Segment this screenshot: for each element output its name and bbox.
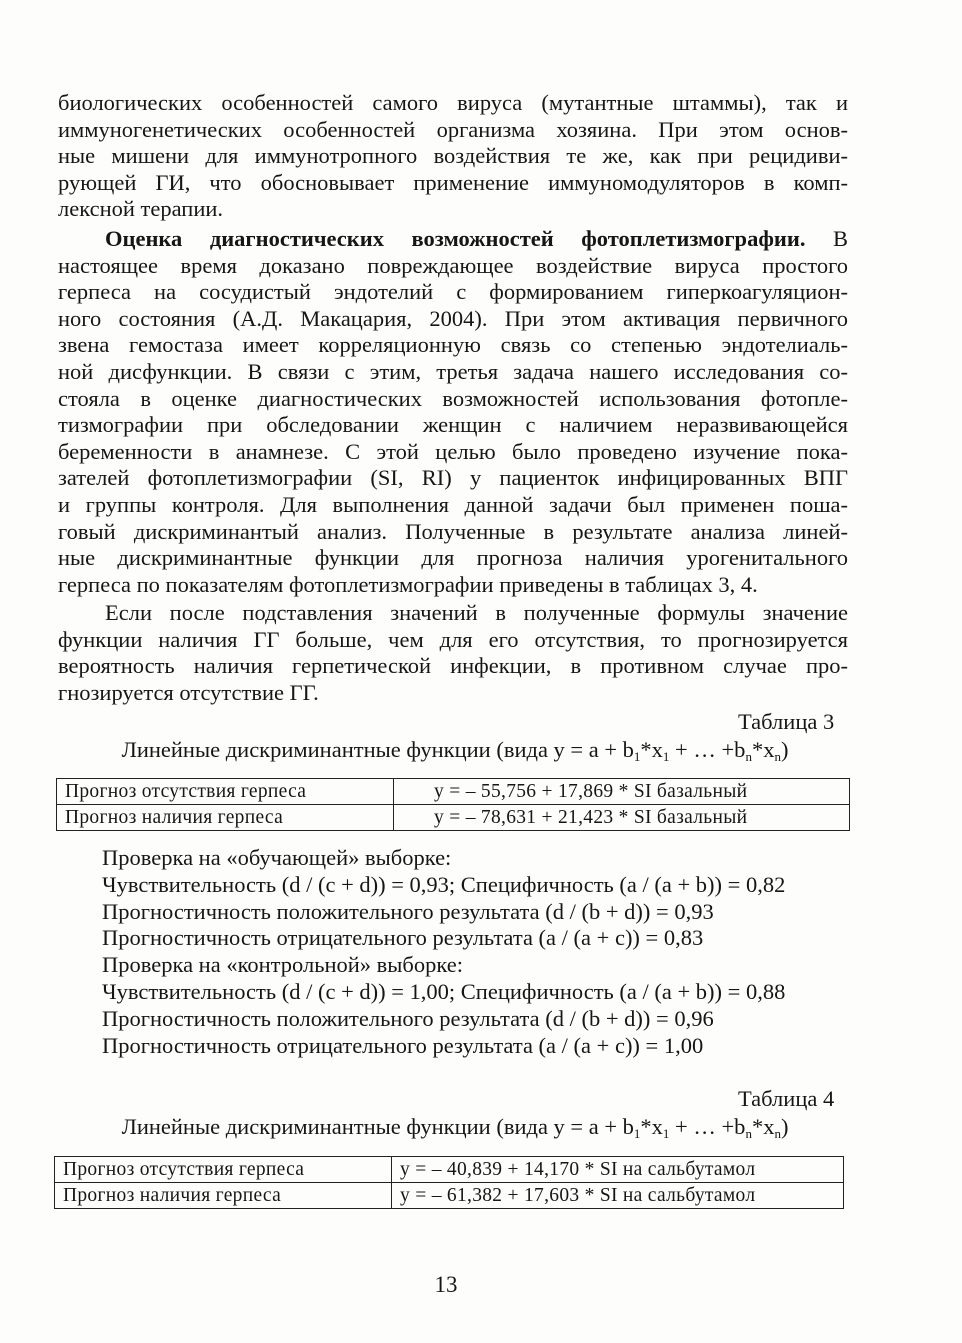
text-line: беременности в анамнезе. С этой целью было проведено изучение пока- <box>58 438 848 464</box>
text-line <box>58 226 848 253</box>
paragraph-conclusion <box>58 600 848 706</box>
text-line: герпеса на сосудистый эндотелий с формированием гиперкоагуляцион- <box>58 279 848 305</box>
text-line: биологических особенностей самого вируса (мутантные штаммы), так и <box>58 90 848 115</box>
text-line: вероятность наличия герпетической инфекции, в противном случае про- <box>58 653 848 679</box>
table-row <box>57 805 850 831</box>
text-line: и группы контроля. Для выполнения данной задачи был применен поша- <box>58 491 848 517</box>
text-line: рующей ГИ, что обосновывает применение иммуномодуляторов в комп- <box>58 169 848 195</box>
table4 <box>54 1156 844 1209</box>
text-line: лексной терапии. <box>58 196 224 222</box>
metrics-line: Чувствительность (d / (c + d)) = 0,93; Специфичность (a / (a + b)) = 0,82 <box>102 871 786 897</box>
text-line: функции наличия ГГ больше, чем для его отсутствия, то прогнозируется <box>58 626 848 652</box>
table-cell: y = – 55,756 + 17,869 * SI базальный <box>394 779 850 805</box>
table-cell: Прогноз наличия герпеса <box>57 805 394 831</box>
section-heading: Оценка диагностических возможностей фотоплетизмографии. <box>105 226 806 251</box>
text-line: ного состояния (А.Д. Макацария, 2004). При этом активация первичного <box>58 305 848 331</box>
table3-label: Таблица 3 <box>738 709 835 734</box>
text-line: стояла в оценке диагностических возможностей использования фотопле- <box>58 385 848 411</box>
table-row <box>55 1157 844 1183</box>
metrics-line: Чувствительность (d / (c + d)) = 1,00; Специфичность (a / (a + b)) = 0,88 <box>102 978 786 1004</box>
text-line: тизмографии при обследовании женщин с наличием неразвивающейся <box>58 412 848 438</box>
metrics-line: Прогностичность положительного результата (d / (b + d)) = 0,93 <box>102 898 714 924</box>
text-line: говый дискриминантый анализ. Полученные в результате анализа линей- <box>58 518 848 544</box>
text-line: ные мишени для иммунотропного воздействия те же, как при рецидиви- <box>58 143 848 169</box>
text-line: настоящее время доказано повреждающее воздействие вируса простого <box>58 252 848 278</box>
metrics-line: Прогностичность положительного результата (d / (b + d)) = 0,96 <box>102 1005 714 1031</box>
table3 <box>56 778 850 831</box>
metrics-line: Проверка на «контрольной» выборке: <box>102 952 463 978</box>
table-cell: y = – 40,839 + 14,170 * SI на сальбутамол <box>392 1157 844 1183</box>
metrics-block <box>102 845 862 1059</box>
page-number: 13 <box>434 1272 458 1297</box>
table-cell: Прогноз отсутствия герпеса <box>55 1157 392 1183</box>
text-line: иммуногенетических особенностей организма хозяина. При этом основ- <box>58 116 848 142</box>
table4-caption: Линейные дискриминантные функции (вида $y = a + b_1*x_1$ + … $+b_n*x_n$) <box>121 1114 789 1141</box>
table4-label: Таблица 4 <box>738 1086 835 1111</box>
text-line: ной дисфункции. В связи с этим, третья задача нашего исследования со- <box>58 358 848 384</box>
paragraph-intro <box>58 90 848 223</box>
text-line: звена гемостаза имеет корреляционную связь со степенью эндотелиаль- <box>58 332 848 358</box>
metrics-line: Прогностичность отрицательного результата (a / (a + c)) = 1,00 <box>102 1032 704 1058</box>
table-cell: Прогноз отсутствия герпеса <box>57 779 394 805</box>
table3-caption: Линейные дискриминантные функции (вида $y = a + b_1*x_1$ + … $+b_n*x_n$) <box>121 737 789 764</box>
paragraph-photoplethysmography <box>58 226 848 598</box>
text-line: герпеса по показателям фотоплетизмографии приведены в таблицах 3, 4. <box>58 571 758 597</box>
table-row <box>55 1183 844 1209</box>
text-line: ные дискриминантные функции для прогноза наличия урогенитального <box>58 545 848 571</box>
table-cell: y = – 61,382 + 17,603 * SI на сальбутамол <box>392 1183 844 1209</box>
text-fragment: В <box>805 226 848 251</box>
table-cell: Прогноз наличия герпеса <box>55 1183 392 1209</box>
text-line: Если после подставления значений в полученные формулы значение <box>105 600 848 625</box>
table-row <box>57 779 850 805</box>
text-line: гнозируется отсутствие ГГ. <box>58 679 319 705</box>
text-line: зателей фотоплетизмографии (SI, RI) у пациенток инфицированных ВПГ <box>58 465 848 491</box>
table-cell: y = – 78,631 + 21,423 * SI базальный <box>394 805 850 831</box>
metrics-line: Проверка на «обучающей» выборке: <box>102 845 452 870</box>
metrics-line: Прогностичность отрицательного результата (a / (a + c)) = 0,83 <box>102 925 704 951</box>
